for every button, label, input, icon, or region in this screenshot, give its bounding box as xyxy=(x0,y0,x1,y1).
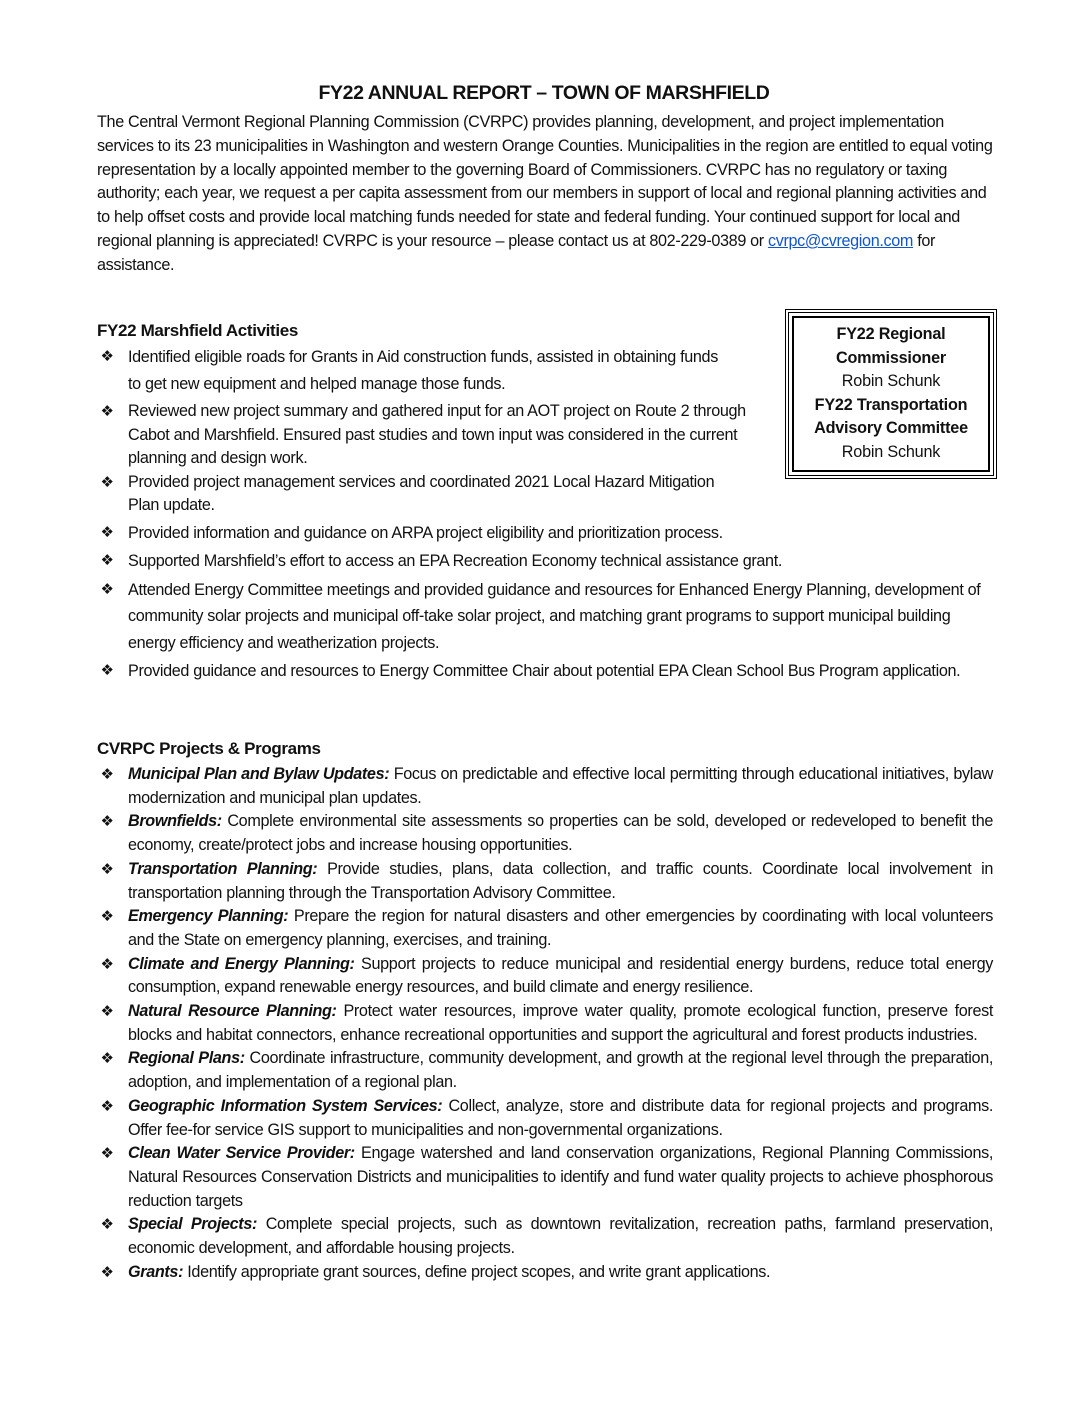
list-item: ❖ Transportation Planning: Provide studies, plans, data collection, and traffic counts. Coordinate local involvement in transportation planning through the Transportation Advisory Committee. xyxy=(97,858,993,905)
list-item: ❖ Identified eligible roads for Grants in Aid construction funds, assisted in obtaining funds to get new equipment and helped manage those funds. xyxy=(97,344,997,397)
diamond-bullet-icon: ❖ xyxy=(100,1263,114,1281)
list-item: ❖ Provided information and guidance on ARPA project eligibility and prioritization process. xyxy=(97,520,997,547)
programs-heading: CVRPC Projects & Programs xyxy=(97,739,321,758)
diamond-bullet-icon: ❖ xyxy=(100,523,114,541)
diamond-bullet-icon: ❖ xyxy=(100,1216,114,1234)
email-link[interactable]: cvrpc@cvregion.com xyxy=(767,231,914,250)
list-item: ❖ Geographic Information System Services: Collect, analyze, store and distribute data for regional projects and programs. Offer fee-for service GIS support to municipalities and non-governmental organizations. xyxy=(97,1095,993,1142)
list-item: ❖ Provided guidance and resources to Energy Committee Chair about potential EPA Clean School Bus Program application. xyxy=(97,658,997,685)
list-item: ❖ Reviewed new project summary and gathered input for an AOT project on Route 2 through Cabot and Marshfield. Ensured past studies and town input was considered in the current planning and design work. xyxy=(97,400,997,471)
list-item: ❖ Grants: Identify appropriate grant sources, define project scopes, and write grant applications. xyxy=(97,1261,993,1285)
box-name-tac: Robin Schunk xyxy=(841,442,941,461)
diamond-bullet-icon: ❖ xyxy=(100,552,114,569)
diamond-bullet-icon: ❖ xyxy=(100,348,114,365)
list-item: ❖ Clean Water Service Provider: Engage watershed and land conservation organizations, Regional Planning Commissions, Natural Resources Conservation Districts and municipalities to identify and fund water quality projects to achieve phosphorous reduction targets xyxy=(97,1142,993,1213)
diamond-bullet-icon: ❖ xyxy=(100,580,114,598)
diamond-bullet-icon: ❖ xyxy=(100,955,114,973)
intro-text: The Central Vermont Regional Planning Commission (CVRPC) provides planning, development, and project implementation services to its 23 municipalities in Washington and western Orange Counties. Municipalities in the region are entitled to equal voting representation by a locally appointed member to the governing Board of Commissioners. CVRPC has no regulatory or taxing authority; each year, we request a per capita assessment from our members in support of local and regional planning activities and to help offset costs and provide local matching funds needed for state and federal funding. Your continued support for local and regional planning is appreciated! CVRPC is your resource – please contact us at 802-229-0389 or xyxy=(97,113,993,250)
list-item: ❖ Municipal Plan and Bylaw Updates: Focus on predictable and effective local permitting through educational initiatives, bylaw modernization and municipal plan updates. xyxy=(97,763,993,810)
diamond-bullet-icon: ❖ xyxy=(100,473,114,491)
diamond-bullet-icon: ❖ xyxy=(100,1003,114,1021)
list-item: ❖ Special Projects: Complete special projects, such as downtown revitalization, recreation paths, farmland preservation, economic development, and affordable housing projects. xyxy=(97,1213,993,1260)
diamond-bullet-icon: ❖ xyxy=(100,1097,114,1115)
list-item: ❖ Brownfields: Complete environmental site assessments so properties can be sold, developed or redeveloped to benefit the economy, create/protect jobs and increase housing opportunities. xyxy=(97,810,993,857)
activities-list xyxy=(97,344,997,685)
intro-paragraph xyxy=(97,111,997,278)
diamond-bullet-icon: ❖ xyxy=(100,1050,114,1068)
intro-text-end: for assistance. xyxy=(97,231,936,274)
list-item: ❖ Emergency Planning: Prepare the region for natural disasters and other emergencies by coordinating with local volunteers and the State on emergency planning, exercises, and training. xyxy=(97,905,993,952)
programs-list xyxy=(97,763,993,1284)
diamond-bullet-icon: ❖ xyxy=(100,1145,114,1163)
list-item: ❖ Regional Plans: Coordinate infrastructure, community development, and growth at the regional level through the preparation, adoption, and implementation of a regional plan. xyxy=(97,1047,993,1094)
diamond-bullet-icon: ❖ xyxy=(100,813,114,831)
list-item: ❖ Natural Resource Planning: Protect water resources, improve water quality, promote ecological function, preserve forest blocks and habitat connectors, enhance recreational opportunities and support the agricultural and forest products industries. xyxy=(97,1000,993,1047)
box-heading-regional-commissioner: FY22 Regional Commissioner xyxy=(835,325,947,367)
diamond-bullet-icon: ❖ xyxy=(100,860,114,878)
page-title: FY22 ANNUAL REPORT – TOWN OF MARSHFIELD xyxy=(318,82,770,104)
activities-heading: FY22 Marshfield Activities xyxy=(97,321,298,340)
list-item: ❖ Provided project management services and coordinated 2021 Local Hazard Mitigation Plan update. xyxy=(97,471,997,518)
list-item: ❖ Attended Energy Committee meetings and provided guidance and resources for Enhanced Energy Planning, development of community solar projects and municipal off-take solar project, and matching grant programs to support municipal building energy efficiency and weatherization projects. xyxy=(97,577,997,657)
box-heading-tac: FY22 Transportation Advisory Committee xyxy=(814,395,968,438)
box-name-commissioner: Robin Schunk xyxy=(841,372,941,391)
list-item: ❖ Supported Marshfield’s effort to access an EPA Recreation Economy technical assistance grant. xyxy=(97,548,997,575)
list-item: ❖ Climate and Energy Planning: Support projects to reduce municipal and residential energy burdens, reduce total energy consumption, expand renewable energy resources, and build climate and energy resilience. xyxy=(97,953,993,1000)
diamond-bullet-icon: ❖ xyxy=(100,908,114,926)
diamond-bullet-icon: ❖ xyxy=(100,403,114,420)
diamond-bullet-icon: ❖ xyxy=(100,662,114,679)
diamond-bullet-icon: ❖ xyxy=(100,766,114,783)
